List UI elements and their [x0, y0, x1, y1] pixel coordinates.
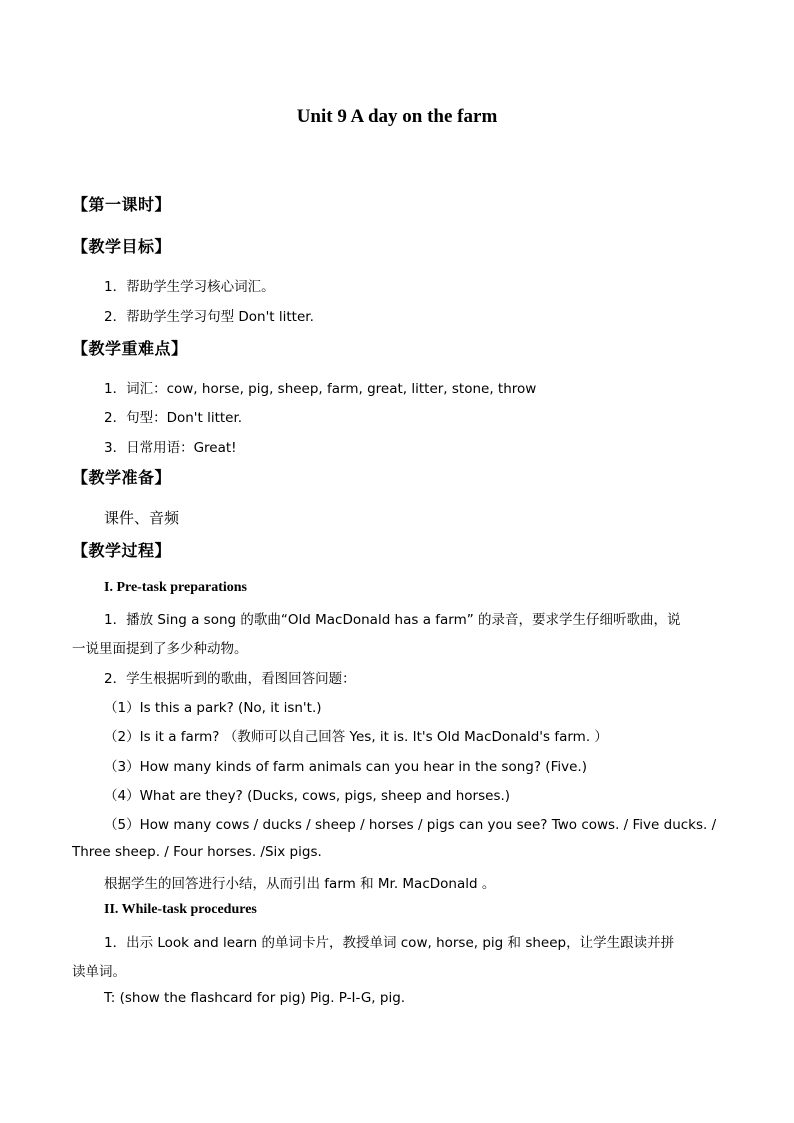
preparation-text: 课件、音频	[104, 509, 180, 527]
while-task-title: II. While-task procedures	[104, 902, 257, 917]
question-5: （5）How many cows / ducks / sheep / horses / pigs can you see? Two cows. / Five ducks. /	[104, 817, 717, 833]
key-point-item: 3．日常用语：Great!	[104, 440, 237, 456]
teacher-dialogue: T: (show the flashcard for pig) Pig. P-I-G, pig.	[104, 990, 406, 1006]
question-1: （1）Is this a park? (No, it isn't.)	[104, 700, 322, 716]
objectives-heading: 【教学目标】	[72, 237, 172, 256]
question-4: （4）What are they? (Ducks, cows, pigs, sheep and horses.)	[104, 788, 511, 804]
process-heading: 【教学过程】	[72, 541, 172, 560]
question-3: （3）How many kinds of farm animals can you hear in the song? (Five.)	[104, 759, 587, 775]
while-task-paragraph-1-cont: 读单词。	[72, 964, 126, 980]
document-title: Unit 9 A day on the farm	[296, 106, 498, 127]
pre-task-title: I. Pre-task preparations	[104, 580, 247, 595]
preparation-heading: 【教学准备】	[72, 468, 172, 487]
pre-task-paragraph-1-cont: 一说里面提到了多少种动物。	[72, 641, 248, 657]
key-points-heading: 【教学重难点】	[72, 339, 188, 358]
objective-item: 1．帮助学生学习核心词汇。	[104, 279, 275, 295]
question-5-cont: Three sheep. / Four horses. /Six pigs.	[72, 844, 322, 860]
objective-item: 2．帮助学生学习句型 Don't litter.	[104, 309, 314, 325]
pre-task-paragraph-1: 1．播放 Sing a song 的歌曲“Old MacDonald has a farm” 的录音，要求学生仔细听歌曲，说	[104, 612, 681, 628]
while-task-paragraph-1: 1．出示 Look and learn 的单词卡片，教授单词 cow, horse, pig 和 sheep，让学生跟读并拼	[104, 935, 675, 951]
key-point-item: 2．句型：Don't litter.	[104, 410, 243, 426]
pre-task-summary: 根据学生的回答进行小结，从而引出 farm 和 Mr. MacDonald 。	[104, 876, 496, 892]
question-2: （2）Is it a farm? （教师可以自己回答 Yes, it is. It's Old MacDonald's farm. ）	[104, 729, 608, 745]
pre-task-paragraph-2: 2．学生根据听到的歌曲，看图回答问题：	[104, 671, 356, 687]
key-point-item: 1．词汇：cow, horse, pig, sheep, farm, great, litter, stone, throw	[104, 381, 537, 397]
lesson-heading: 【第一课时】	[72, 195, 172, 214]
